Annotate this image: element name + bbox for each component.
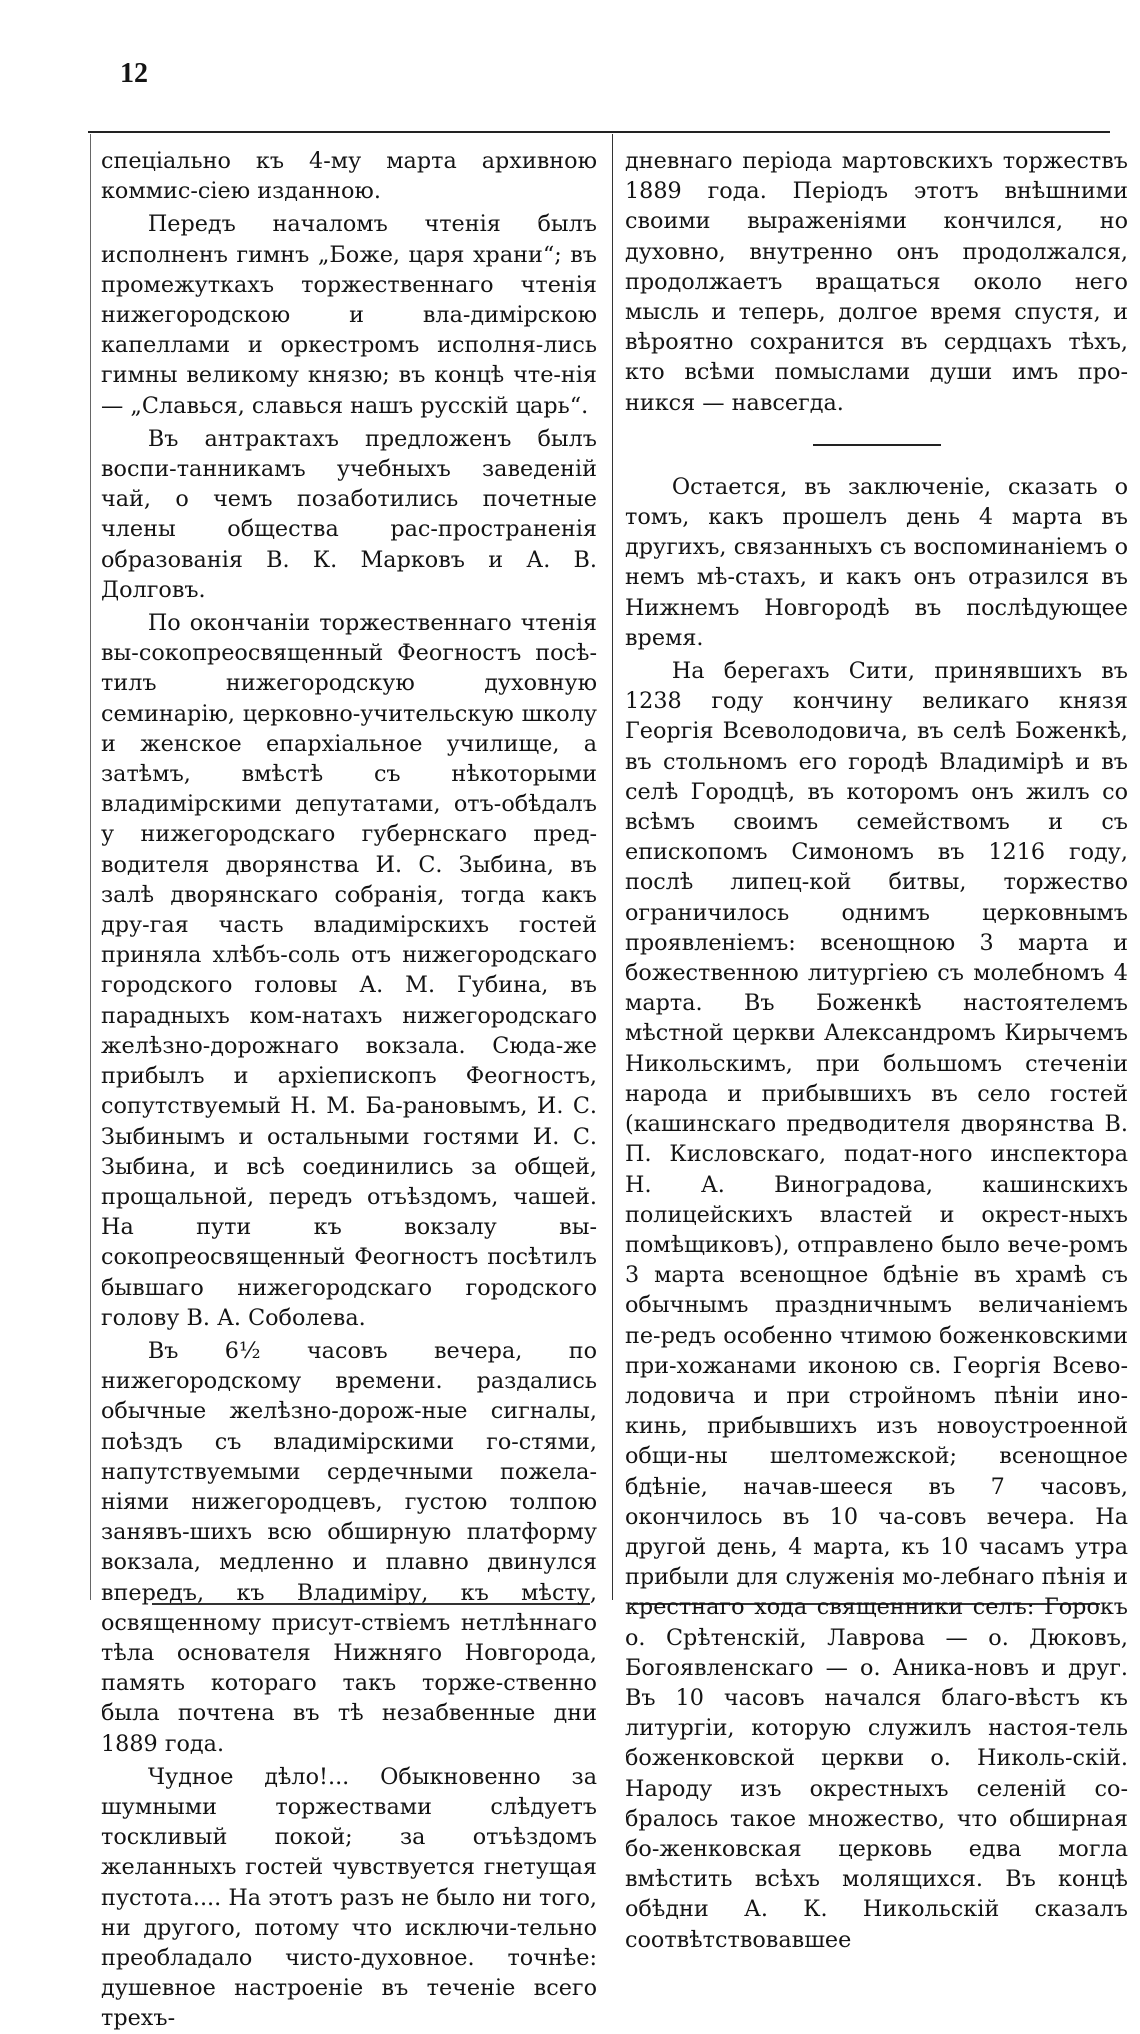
column-divider [612,134,613,1600]
paragraph: Передъ началомъ чтенія былъ исполненъ гимнъ „Боже, царя храни“; въ промежуткахъ торжественнаго чтенія нижегородскою и вла-димірскою капеллами и оркестромъ исполня-лись гимны великому князю; въ концѣ чте-нія — „Славься, славься нашъ русскій царь“. [101,211,597,419]
paragraph: По окончаніи торжественнаго чтенія вы-сокопреосвященный Феогностъ посѣ-тилъ нижегородскую духовную семинарію, церковно-учительскую школу и женское епархіальное училище, а затѣмъ, вмѣстѣ съ нѣкоторыми владимірскими депутатами, отъ-обѣдалъ у нижегородскаго губернскаго пред-водителя дворянства И. С. Зыбина, въ залѣ дворянскаго собранія, тогда какъ дру-гая часть владимірскихъ гостей приняла хлѣбъ-соль отъ нижегородскаго городского головы А. М. Губина, въ парадныхъ ком-натахъ нижегородскаго желѣзно-дорожнаго вокзала. Сюда-же прибылъ и архіепископъ Феогностъ, сопутствуемый Н. М. Ба-рановымъ, И. С. Зыбинымъ и остальными гостями И. С. Зыбина, и всѣ соединились за общей, прощальной, передъ отъѣздомъ, чашей. На пути къ вокзалу вы-сокопреосвященный Феогностъ посѣтилъ бывшаго нижегородскаго городского голову В. А. Соболева. [101,610,597,1331]
paragraph: На берегахъ Сити, принявшихъ въ 1238 году кончину великаго князя Георгія Всеволодовича, въ селѣ Боженкѣ, въ стольномъ его городѣ Владимірѣ и въ селѣ Городцѣ, въ которомъ онъ жилъ со всѣмъ своимъ семействомъ и съ епископомъ Симономъ въ 1216 году, послѣ липец-кой битвы, торжество ограничилось однимъ церковнымъ проявленіемъ: всенощною 3 марта и божественною литургіею съ молебномъ 4 марта. Въ Боженкѣ настоятелемъ мѣстной церкви Александромъ Кирычемъ Никольскимъ, при большомъ стеченіи народа и прибывшихъ въ село гостей (кашинскаго предводителя дворянства В. П. Кисловскаго, подат-ного инспектора Н. А. Виноградова, кашинскихъ полицейскихъ властей и окрест-ныхъ помѣщиковъ), отправлено было вече-ромъ 3 марта всенощное бдѣніе въ храмѣ съ обычнымъ праздничнымъ величаніемъ пе-редъ особенно чтимою боженковскими при-хожанами иконою св. Георгія Всево-лодовича и при стройномъ пѣніи ино-кинь, прибывшихъ изъ новоустроенной общи-ны шелтомежской; всенощное бдѣніе, начав-шееся въ 7 часовъ, окончилось въ 10 ча-совъ вечера. На другой день, 4 марта, къ 10 часамъ утра прибыли для служенія мо-лебнаго пѣнія и крестнаго хода священники селъ: Горокъ о. Срѣтенскій, Лаврова — о. Дюковъ, Богоявленскаго — о. Аника-новъ и друг. Въ 10 часовъ начался благо-вѣстъ къ литургіи, которую служилъ настоя-тель боженковской церкви о. Николь-скій. Народу изъ окрестныхъ селеній со-бралось такое множество, что обширная бо-женковская церковь едва могла вмѣстить всѣхъ молящихся. Въ концѣ обѣдни А. К. Никольскій сказалъ соотвѣтствовавшее [625,658,1128,1953]
page-number: 12 [120,58,148,89]
paragraph: Въ 6½ часовъ вечера, по нижегородскому времени. раздались обычные желѣзно-дорож-ные сигналы, поѣздъ съ владимірскими го-стями, напутствуемыми сердечными пожела-ніями нижегородцевъ, густою толпою занявъ-шихъ всю обширную платформу вокзала, медленно и плавно двинулся впередъ, къ Владиміру, къ мѣсту, освященному присут-ствіемъ нетлѣннаго тѣла основателя Нижняго Новгорода, память котораго такъ торже-ственно была почтена въ тѣ незабвенные дни 1889 года. [101,1337,597,1757]
paragraph: дневнаго періода мартовскихъ торжествъ 1889 года. Періодъ этотъ внѣшними своими выраженіями кончился, но духовно, внутренно онъ продолжался, продолжаетъ вращаться около него мысль и теперь, долгое время спустя, и вѣроятно сохранится въ сердцахъ тѣхъ, кто всѣми помыслами души имъ про-никся — навсегда. [625,148,1128,416]
right-column [625,146,1128,1955]
paragraph: Остается, въ заключеніе, сказать о томъ, какъ прошелъ день 4 марта въ другихъ, связанныхъ съ воспоминаніемъ о немъ мѣ-стахъ, и какъ онъ отразился въ Нижнемъ Новгородѣ въ послѣдующее время. [625,473,1128,651]
header-rule [88,131,1110,133]
left-column [101,146,597,2034]
section-divider [813,444,941,446]
paragraph: спеціально къ 4-му марта архивною коммис-сіею изданною. [101,148,597,205]
paragraph: Чудное дѣло!... Обыкновенно за шумными торжествами слѣдуетъ тоскливый покой; за отъѣздомъ желанныхъ гостей чувствуется гнетущая пустота.... На этотъ разъ не было ни того, ни другого, потому что исключи-тельно преобладало чисто-духовное. точнѣе: душевное настроеніе въ теченіе всего трехъ- [101,1763,597,2032]
left-margin-rule [90,134,91,1600]
paragraph: Въ антрактахъ предложенъ былъ воспи-танникамъ учебныхъ заведеній чай, о чемъ позаботились почетные члены общества рас-пространенія образованія В. К. Марковъ и А. В. Долговъ. [101,425,597,603]
